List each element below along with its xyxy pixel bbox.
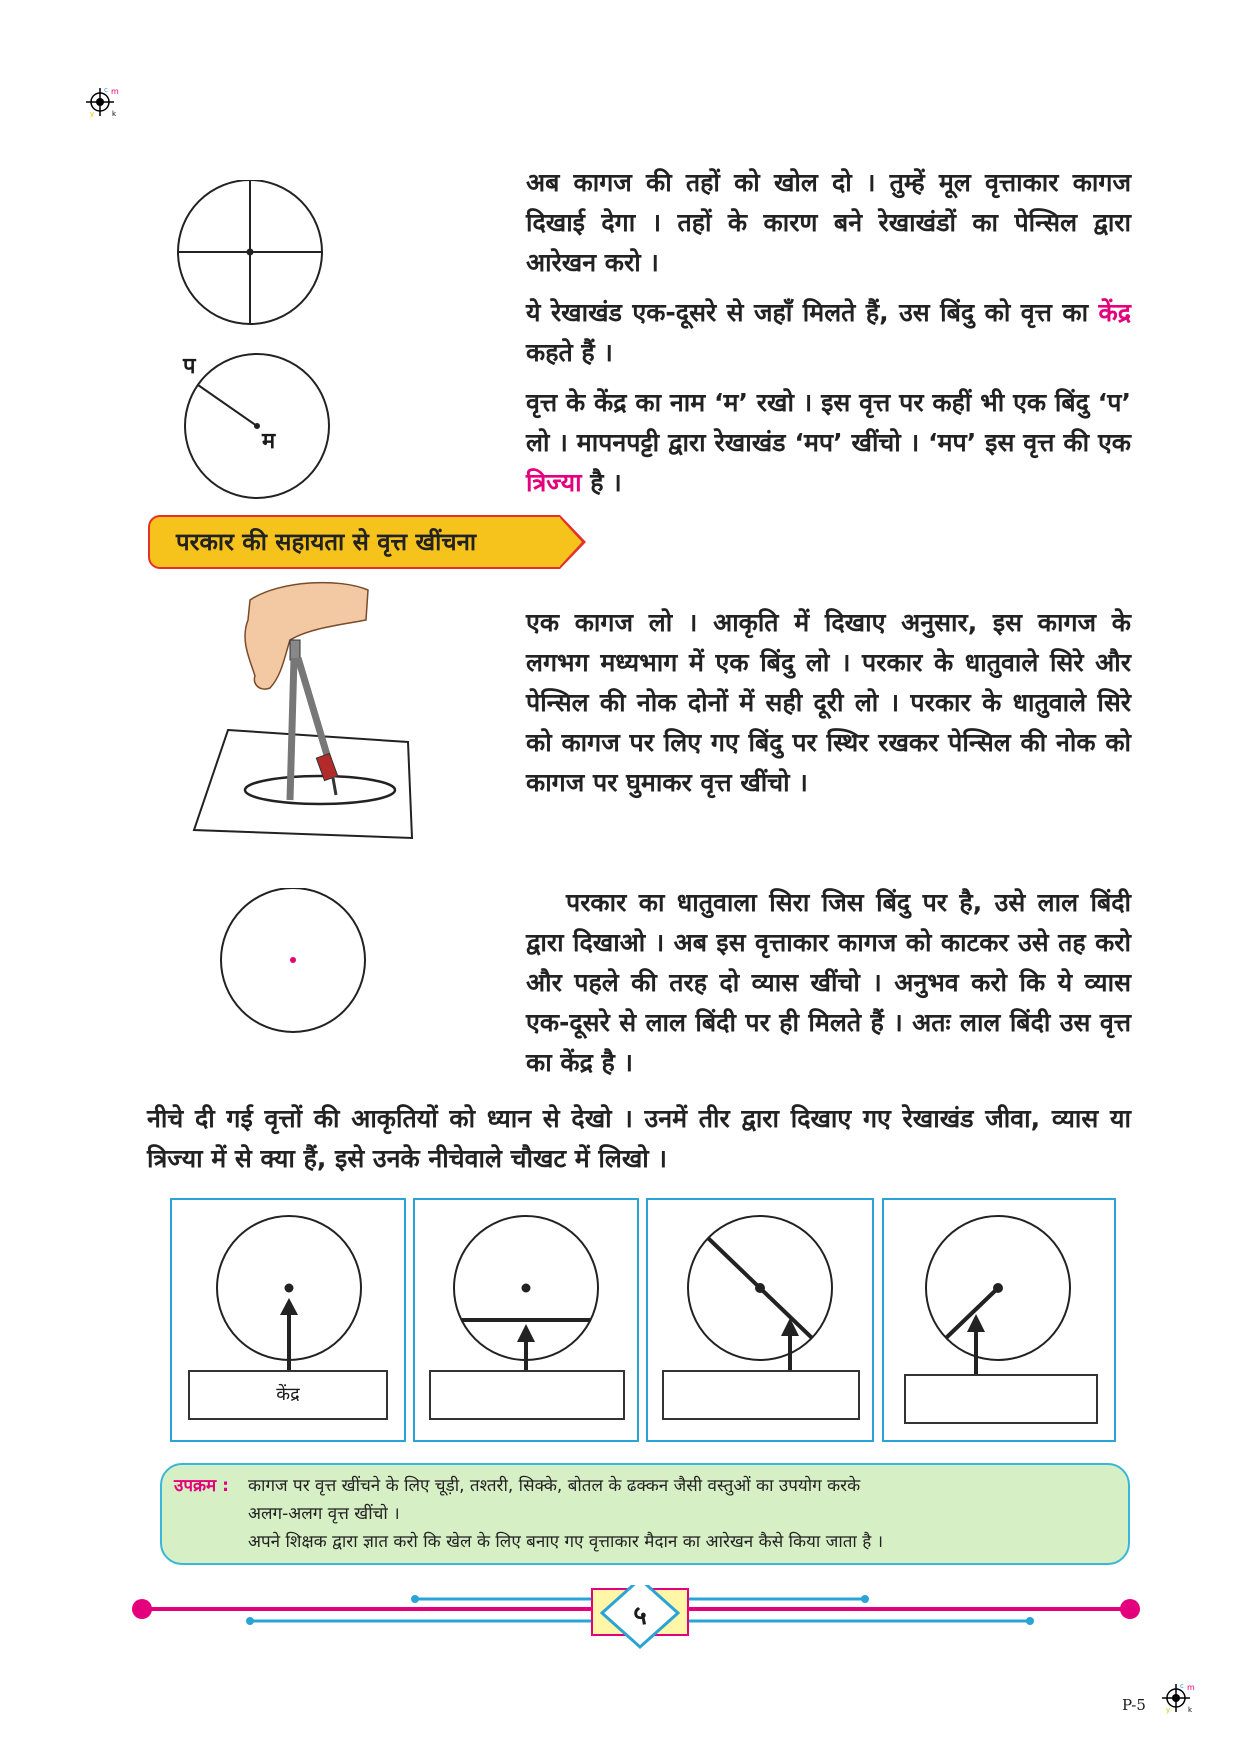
answer-box[interactable] [904,1374,1098,1424]
exercise-instruction: नीचे दी गई वृत्तों की आकृतियों को ध्यान से देखो । उनमें तीर द्वारा दिखाए गए रेखाखंड जीवा, व्यास या त्रिज्या में से क्या हैं, इसे उनके नीचेवाले चौखट में लिखो । [147,1104,1131,1173]
text: कहते हैं । [526,338,613,367]
svg-text:m: m [1187,1683,1195,1692]
page-code: P-5 [1122,1696,1146,1714]
exercise-panel-3 [646,1198,874,1442]
activity-note [160,1463,1130,1565]
paragraph-radius-definition [526,383,1131,503]
answer-box[interactable] [429,1370,625,1420]
svg-text:m: m [111,87,119,96]
section-banner [148,515,560,569]
compass-drawing-illustration [190,580,430,840]
text: वृत्त के केंद्र का नाम ‘म’ रखो । इस वृत्त पर कहीं भी एक बिंदु ‘प’ लो । मापनपट्टी द्वारा रेखाखंड ‘मप’ खींचो । ‘मप’ इस वृत्त की एक [526,388,1131,457]
svg-text:y: y [1166,1706,1171,1714]
paragraph-compass-instructions: एक कागज लो । आकृति में दिखाए अनुसार, इस कागज के लगभग मध्यभाग में एक बिंदु लो । परकार के धातुवाले सिरे और पेन्सिल की नोक दोनों में सही दूरी लो । परकार के धातुवाले सिरे को कागज पर लिए गए बिंदु पर स्थिर रखकर पेन्सिल की नोक को कागज पर घुमाकर वृत्त खींचो । [526,608,1131,797]
section-banner-title: परकार की सहायता से वृत्त खींचना [176,528,477,556]
svg-text:k: k [1188,1706,1193,1714]
text: ये रेखाखंड एक-दूसरे से जहाँ मिलते हैं, उस बिंदु को वृत्त का [526,298,1099,327]
activity-line-1: कागज पर वृत्त खींचने के लिए चूड़ी, तश्तरी, सिक्के, बोतल के ढक्कन जैसी वस्तुओं का उपयोग करके [248,1476,861,1496]
registration-mark-icon [1160,1680,1202,1716]
page-number: ५ [633,1601,647,1631]
activity-label: उपक्रम : [174,1476,229,1496]
highlight-term-center: केंद्र [1098,298,1131,327]
highlight-term-radius: त्रिज्या [526,468,582,497]
point-p-label: प [183,354,196,379]
activity-line-2: अलग-अलग वृत्त खींचो । [248,1504,400,1524]
exercise-panel-1 [170,1198,406,1442]
circle-radius-figure [180,350,340,500]
paragraph-center-definition [526,293,1131,373]
svg-text:c: c [104,86,108,94]
point-m-label: म [262,429,276,454]
svg-text:c: c [1180,1682,1184,1690]
paragraph-open-folds: अब कागज की तहों को खोल दो । तुम्हें मूल वृत्ताकार कागज दिखाई देगा । तहों के कारण बने रेखाखंडों का पेन्सिल द्वारा आरेखन करो । [526,168,1131,277]
answer-box[interactable]: केंद्र [188,1370,388,1420]
exercise-panel-4 [882,1198,1116,1442]
exercise-panel-2 [413,1198,639,1442]
circle-center-dot-figure [220,888,370,1038]
text: है । [581,468,622,497]
answer-box[interactable] [662,1370,860,1420]
svg-text:k: k [112,110,117,118]
circle-diameters-figure [170,180,330,340]
activity-line-3: अपने शिक्षक द्वारा ज्ञात करो कि खेल के लिए बनाए गए वृत्ताकार मैदान का आरेखन कैसे किया जाता है । [248,1532,884,1552]
svg-text:y: y [90,110,95,118]
registration-mark-icon [84,84,126,120]
paragraph-red-dot-center: परकार का धातुवाला सिरा जिस बिंदु पर है, उसे लाल बिंदी द्वारा दिखाओ । अब इस वृत्ताकार कागज को काटकर उसे तह करो और पहले की तरह दो व्यास खींचो । अनुभव करो कि ये व्यास एक-दूसरे से लाल बिंदी पर ही मिलते हैं । अतः लाल बिंदी उस वृत्त का केंद्र है । [526,888,1131,1077]
